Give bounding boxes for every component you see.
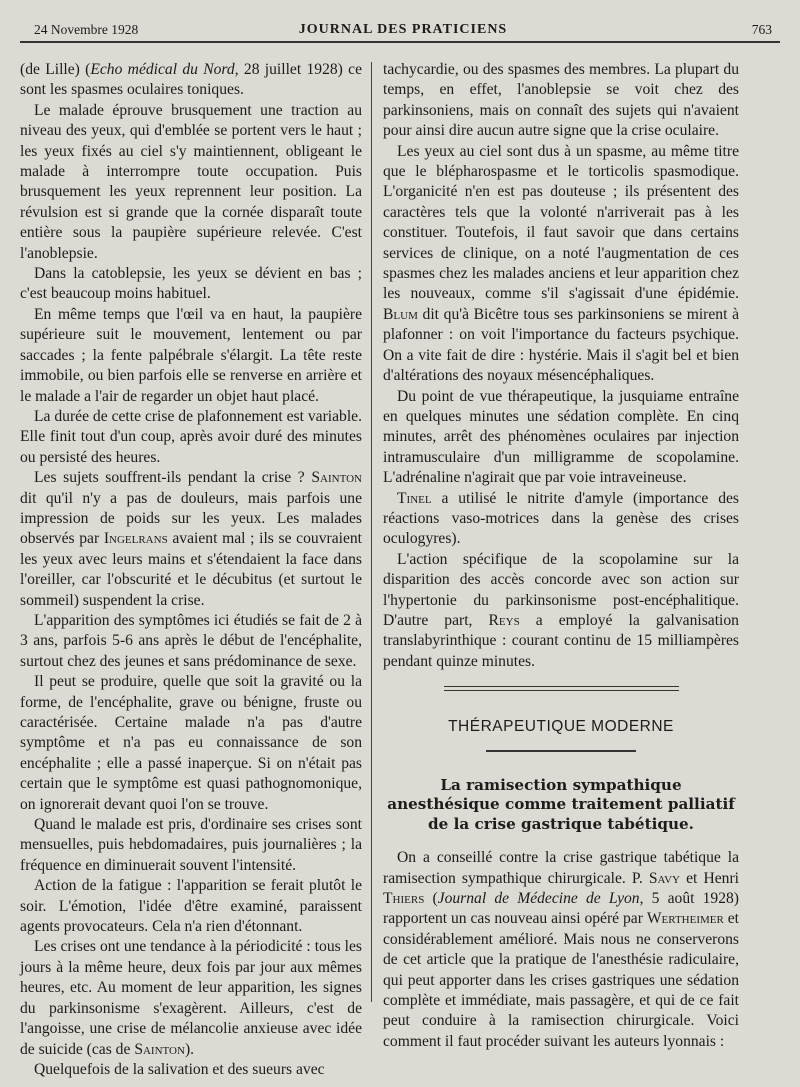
author-name: Savy	[648, 869, 680, 887]
article-title: La ramisection sympathique anesthésique comme traitement palliatif de la crise gastrique tabétique.	[387, 775, 735, 833]
paragraph: L'action spécifique de la scopolamine sur la disparition des accès concorde avec son action sur l'hypertonie du parkinsonisme post-encéphalitique. D'autre part, Reys a employé la galvanisation translabyrinthique : courant continu de 15 milliampères pendant quinze minutes.	[383, 550, 739, 670]
paragraph: (de Lille) (Echo médical du Nord, 28 juillet 1928) ce sont les spasmes oculaires toniques.	[20, 61, 362, 99]
column-divider	[371, 62, 372, 1002]
header-rule	[20, 41, 780, 43]
author-name: Reys	[488, 611, 520, 629]
author-name: Sainton	[134, 1040, 185, 1058]
author-name: Thiers	[383, 889, 425, 907]
paragraph: Il peut se produire, quelle que soit la gravité ou la forme, de l'encéphalite, grave ou bénigne, fruste ou caractérisée. Certaine malade n'a pas d'autre symptôme et n'a pas eu connaissance de son encéphalite ; elle a passé inaperçue. Si on n'était pas certain que le symptôme est quasi pathognomonique, on ignorerait devant quoi l'on se trouve.	[20, 673, 362, 813]
author-name: Tinel	[397, 489, 432, 507]
journal-title: JOURNAL DES PRATICIENS	[298, 22, 508, 37]
paragraph: Quelquefois de la salivation et des sueurs avec	[34, 1060, 325, 1078]
section-rule	[444, 686, 679, 691]
author-name: Sainton	[311, 469, 362, 487]
paragraph: La durée de cette crise de plafonnement est variable. Elle finit tout d'un coup, après avoir duré des minutes ou persisté des heures.	[20, 407, 362, 466]
title-rule	[486, 750, 636, 752]
paragraph: En même temps que l'œil va en haut, la paupière supérieure suit le mouvement, lentement ou par saccades ; la fente palpébrale s'élargit. La tête reste immobile, ou bien parfois elle se renverse en arrière et le malade a l'air de regarder un objet haut placé.	[20, 305, 362, 405]
author-name: Ingelrans	[103, 530, 168, 548]
paragraph: Les yeux au ciel sont dus à un spasme, au même titre que le blépharospasme et le torticolis spasmodique. L'organicité n'en est pas douteuse ; ils présentent des caractères tels que la volonté n'arriverait pas à les constituer. Toutefois, il faut savoir que dans certains services de clinique, on a noté l'augmentation de ces spasmes chez les malades anciens et leur apparition chez les nouveaux, comme s'il s'agissait d'une épidémie. Blum dit qu'à Bicêtre tous ses parkinsoniens se mirent à plafonner : on voit l'importance du facteurs psychique. On a vite fait de dire : hystérie. Mais il s'agit bel et bien d'altérations des noyaux mésencéphaliques.	[383, 142, 739, 385]
header-date: 24 Novembre 1928	[34, 22, 139, 37]
journal-citation: Journal de Médecine de Lyon	[437, 889, 640, 907]
paragraph: L'apparition des symptômes ici étudiés se fait de 2 à 3 ans, parfois 5-6 ans après le début de l'encéphalite, surtout chez des jeunes et sans prédominance de sexe.	[20, 611, 362, 670]
paragraph: Le malade éprouve brusquement une traction au niveau des yeux, qui d'emblée se portent vers le haut ; les yeux fixés au ciel s'y maintiennent, obligeant le malade à interrompre toute occupation. Puis brusquement les yeux reprennent leur position. La révulsion est si grande que la cornée disparaît toute entière sous la paupière supérieure relevée. C'est l'anoblepsie.	[20, 101, 362, 262]
paragraph: Dans la catoblepsie, les yeux se dévient en bas ; c'est beaucoup moins habituel.	[20, 265, 362, 303]
paragraph: Les sujets souffrent-ils pendant la crise ? Sainton dit qu'il n'y a pas de douleurs, mais parfois une impression de poids sur les yeux. Les malades observés par Ingelrans avaient mal ; ils se couvraient les yeux avec leurs mains et s'étendaient la face dans l'oreiller, car l'obscurité et le décubitus (et surtout le sommeil) suspendent la crise.	[20, 469, 362, 609]
paragraph: Les crises ont une tendance à la périodicité : tous les jours à la même heure, deux fois par jour aux mêmes heures, etc. Au moment de leur apparition, les signes du parkinsonisme s'exagèrent. Ailleurs, c'est de l'angoisse, une crise de mélancolie anxieuse avec idée de suicide (cas de Sainton).	[20, 938, 362, 1058]
author-name: Wertheimer	[646, 910, 724, 928]
right-column	[383, 60, 739, 1052]
paragraph: Action de la fatigue : l'apparition se ferait plutôt le soir. L'émotion, l'idée d'être examiné, paraissent agents provocateurs. Cela n'a rien d'étonnant.	[20, 877, 362, 936]
author-name: Blum	[383, 305, 418, 323]
paragraph: Tinel a utilisé le nitrite d'amyle (importance des réactions vaso-motrices dans la genèse des crises oculogyres).	[383, 489, 739, 548]
left-column	[20, 60, 362, 1080]
paragraph: tachycardie, ou des spasmes des membres. La plupart du temps, en effet, l'anoblepsie se voit chez des parkinsoniens, mais on connaît des sujets qui n'avaient pour ainsi dire aucun autre signe que la crise oculaire.	[383, 61, 739, 140]
paragraph: On a conseillé contre la crise gastrique tabétique la ramisection sympathique chirurgicale. P. Savy et Henri Thiers (Journal de Médecine de Lyon, 5 août 1928) rapportent un cas nouveau ainsi opéré par Wertheimer et considérablement amélioré. Mais nous ne conserverons de cet article que la pratique de l'anesthésie radiculaire, qui peut apporter dans les crises gastriques une sédation complète et immédiate, mais passagère, et qui de ce fait peut conduire à la ramisection chirurgicale. Voici comment il faut procéder suivant les auteurs lyonnais :	[383, 849, 739, 1050]
section-title: THÉRAPEUTIQUE MODERNE	[448, 718, 674, 736]
paragraph: Du point de vue thérapeutique, la jusquiame entraîne en quelques minutes une sédation complète. En cinq minutes, arrêt des phénomènes oculaires par injection intramusculaire d'un milligramme de scopolamine. L'adrénaline n'agirait que par voie intraveineuse.	[383, 387, 739, 487]
paragraph: Quand le malade est pris, d'ordinaire ses crises sont mensuelles, puis hebdomadaires, puis journalières ; la fréquence en diminuerait souvent l'intensité.	[20, 816, 362, 874]
page-number: 763	[751, 22, 772, 37]
running-head	[34, 22, 772, 42]
